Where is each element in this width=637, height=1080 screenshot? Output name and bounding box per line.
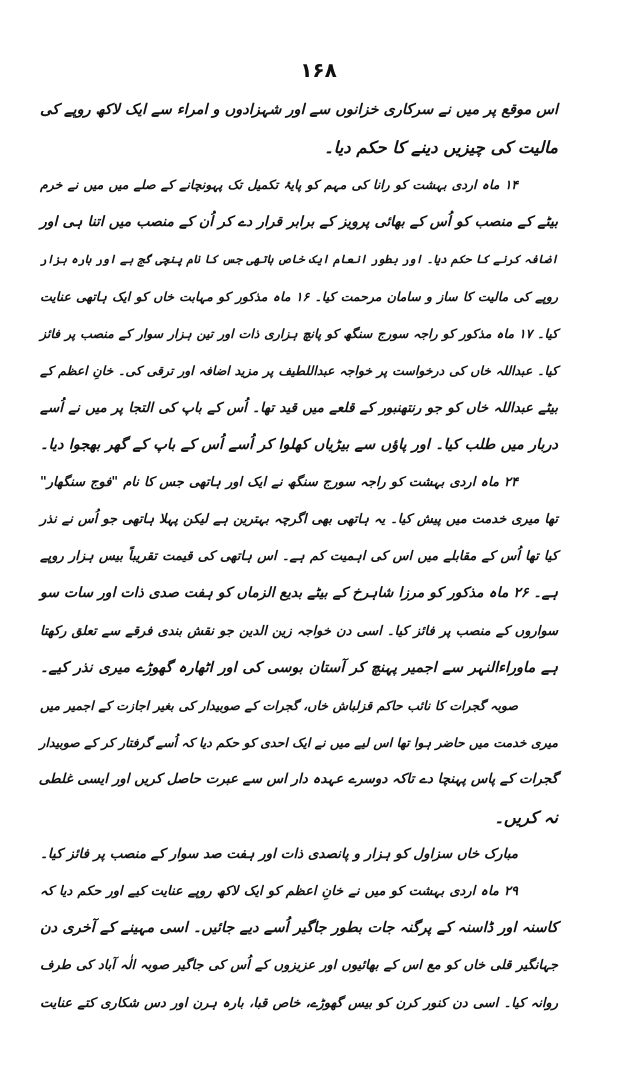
text-line: ہے۔ ۲۶ ماہ مذکور کو مرزا شاہرخ کے بیٹے بدیع الزماں کو ہفت صدی ذات اور سات سو xyxy=(40,585,559,602)
text-line: روپے کی مالیت کا ساز و سامان مرحمت کیا۔ ۱۶ ماہ مذکور کو مہابت خاں کو ایک ہاتھی عنایت xyxy=(40,288,558,304)
text-line: گجرات کے پاس پہنچا دے تاکہ دوسرے عہدہ دار اس سے عبرت حاصل کریں اور ایسی غلطی xyxy=(38,771,558,788)
text-line: ۱۴ ماہ اردی بہشت کو رانا کی مہم کو پایۂ تکمیل تک پہونچانے کے صلے میں میں نے خرم xyxy=(40,177,518,193)
text-line: کاسنہ اور ڈاسنہ کے پرگنہ جات بطور جاگیر اُسے دیے جائیں۔ اسی مہینے کے آخری دن xyxy=(40,920,558,937)
body-text xyxy=(40,92,558,1022)
text-line: تھا میری خدمت میں پیش کیا۔ یہ ہاتھی بھی اگرچہ بہترین ہے لیکن پہلا ہاتھی جو اُس نے نذر xyxy=(40,512,558,528)
text-line: کیا۔ ۱۷ ماہ مذکور کو راجہ سورج سنگھ کو پانچ ہزاری ذات اور تین ہزار سوار کے منصب پر فائز xyxy=(40,326,558,342)
text-line: کیا۔ عبداللہ خاں کی درخواست پر خواجہ عبداللطیف پر مزید اضافہ اور ترقی کی۔ خانِ اعظم کے xyxy=(40,363,558,379)
text-line: مبارک خاں سزاول کو ہزار و پانصدی ذات اور ہفت صد سوار کے منصب پر فائز کیا۔ xyxy=(40,845,518,862)
text-line: نہ کریں۔ xyxy=(494,807,558,827)
text-line: صوبہ گجرات کا نائب حاکم قزلباش خاں، گجرات کے صوبیدار کی بغیر اجازت کے اجمیر میں xyxy=(40,698,518,713)
text-line: اضافہ کرنے کا حکم دیا۔ اور بطور انعام ایک خاص ہاتھی جس کا نام پنچی گج ہے اور بارہ ہزار xyxy=(40,251,558,266)
text-line: دربار میں طلب کیا۔ اور پاؤں سے بیڑیاں کھلوا کر اُسے اُس کے باپ کے گھر بھجوا دیا۔ xyxy=(40,436,558,453)
text-line: جہانگیر قلی خاں کو مع اس کے بھائیوں اور عزیزوں کے اُس کی جاگیر صوبہ الٰہ آباد کی طرف xyxy=(40,958,558,974)
text-line: ۲۴ ماہ اردی بہشت کو راجہ سورج سنگھ نے ایک اور ہاتھی جس کا نام "فوج سنگھار" xyxy=(40,474,518,490)
text-line: سواروں کے منصب پر فائز کیا۔ اسی دن خواجہ زین الدین جو نقش بندی فرقے سے تعلق رکھتا xyxy=(40,623,558,639)
text-line: مالیت کی چیزیں دینے کا حکم دیا۔ xyxy=(324,138,558,158)
text-line: اس موقع پر میں نے سرکاری خزانوں سے اور شہزادوں و امراء سے ایک لاکھ روپے کی xyxy=(40,102,558,118)
text-line: میری خدمت میں حاضر ہوا تھا اس لیے میں نے ایک احدی کو حکم دیا کہ اُسے گرفتار کر کے صوبیدار xyxy=(39,735,558,751)
text-line: بیٹے کے منصب کو اُس کے بھائی پرویز کے برابر قرار دے کر اُن کے منصب میں اتنا ہی اور xyxy=(40,213,558,230)
text-line: روانہ کیا۔ اسی دن کنور کرن کو بیس گھوڑے، خاص قبا، بارہ ہرن اور دس شکاری کتے عنایت xyxy=(40,995,558,1011)
text-line: ۲۹ ماہ اردی بہشت کو میں نے خانِ اعظم کو ایک لاکھ روپے عنایت کیے اور حکم دیا کہ xyxy=(40,883,518,899)
text-line: کیا تھا اُس کے مقابلے میں اس کی اہمیت کم ہے۔ اس ہاتھی کی قیمت تقریباً بیس ہزار روپے xyxy=(40,549,558,565)
page-number: ۱۶۸ xyxy=(300,58,337,82)
text-line: ہے ماوراءالنہر سے اجمیر پہنچ کر آستان بوسی کی اور اٹھارہ گھوڑے میری نذر کیے۔ xyxy=(40,659,558,676)
text-line: بیٹے عبداللہ خاں کو جو رنتھنبور کے قلعے میں قید تھا۔ اُس کے باپ کی التجا پر میں نے اُسے xyxy=(40,399,558,416)
